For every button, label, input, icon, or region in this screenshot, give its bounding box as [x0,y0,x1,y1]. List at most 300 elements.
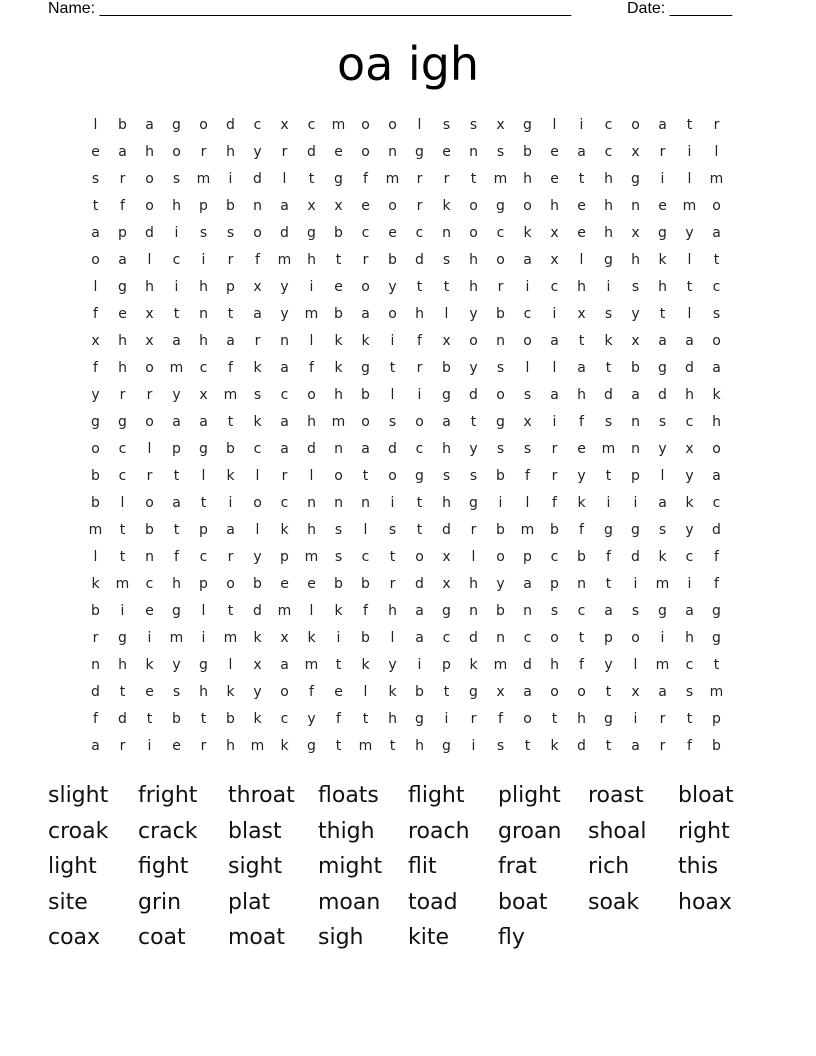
grid-letter: f [93,360,98,376]
grid-letter: d [712,522,721,538]
grid-letter: e [577,225,586,241]
grid-letter: o [550,630,559,646]
word-bank-item: fight [138,854,189,879]
grid-letter: r [200,738,207,754]
grid-letter: r [416,171,423,187]
grid-letter: f [309,360,314,376]
grid-letter: a [550,387,559,403]
grid-letter: t [362,711,369,727]
grid-letter: k [469,657,478,673]
grid-letter: o [415,414,424,430]
grid-letter: g [631,171,640,187]
grid-letter: o [361,279,370,295]
grid-letter: c [415,225,424,241]
grid-letter: m [331,117,346,133]
grid-letter: n [361,495,370,511]
grid-letter: t [146,711,153,727]
grid-letter: c [523,306,532,322]
grid-letter: x [442,549,451,565]
word-bank-item: fly [498,925,525,950]
grid-letter: t [200,711,207,727]
grid-letter: n [469,603,478,619]
grid-letter: k [145,657,154,673]
grid-letter: s [334,522,343,538]
grid-letter: g [496,198,505,214]
grid-letter: x [253,279,262,295]
grid-letter: c [577,603,586,619]
grid-letter: r [281,468,288,484]
grid-letter: r [443,171,450,187]
grid-letter: o [253,495,262,511]
grid-letter: l [687,171,692,187]
grid-letter: t [416,279,423,295]
grid-letter: e [550,171,559,187]
grid-letter: a [118,144,127,160]
grid-letter: b [523,144,532,160]
grid-letter: g [334,171,343,187]
grid-letter: l [309,333,314,349]
grid-letter: o [91,441,100,457]
grid-letter: b [361,576,370,592]
word-bank-item: kite [408,925,450,950]
grid-letter: k [604,333,613,349]
grid-letter: d [253,171,262,187]
grid-letter: a [280,414,289,430]
grid-letter: b [496,522,505,538]
grid-letter: m [709,171,724,187]
grid-letter: a [361,306,370,322]
grid-letter: c [280,711,289,727]
grid-letter: d [307,441,316,457]
grid-letter: d [253,603,262,619]
word-bank-item: might [318,854,383,879]
word-bank-item: slight [48,783,109,808]
grid-letter: b [334,576,343,592]
grid-letter: k [334,603,343,619]
grid-letter: m [88,522,103,538]
grid-letter: i [687,144,692,160]
grid-letter: i [633,576,638,592]
grid-letter: x [550,252,559,268]
grid-letter: f [363,603,368,619]
grid-letter: i [552,306,557,322]
word-bank-item: coax [48,925,101,950]
grid-letter: f [579,414,584,430]
grid-letter: c [253,441,262,457]
grid-letter: l [633,657,638,673]
grid-letter: o [361,144,370,160]
grid-letter: g [172,117,181,133]
grid-letter: b [226,198,235,214]
grid-row [82,195,730,222]
word-bank-item: floats [318,783,379,808]
grid-letter: m [304,657,319,673]
grid-letter: g [415,711,424,727]
word-bank-item: plight [498,783,561,808]
grid-letter: d [631,549,640,565]
grid-letter: c [523,630,532,646]
grid-letter: b [226,441,235,457]
grid-letter: f [417,333,422,349]
grid-letter: g [496,414,505,430]
grid-letter: h [442,495,451,511]
grid-letter: k [226,684,235,700]
grid-letter: e [388,225,397,241]
grid-letter: k [253,711,262,727]
grid-row [82,600,730,627]
grid-row [82,627,730,654]
grid-letter: i [174,279,179,295]
grid-letter: d [469,630,478,646]
grid-letter: o [496,252,505,268]
grid-letter: n [523,603,532,619]
grid-letter: e [91,144,100,160]
grid-letter: a [712,468,721,484]
grid-letter: g [118,414,127,430]
grid-letter: g [442,603,451,619]
grid-letter: a [199,414,208,430]
grid-letter: n [145,549,154,565]
grid-letter: e [307,576,316,592]
grid-letter: x [280,630,289,646]
grid-letter: s [226,225,235,241]
grid-letter: a [280,441,289,457]
grid-letter: x [334,198,343,214]
grid-row [82,519,730,546]
grid-letter: k [577,495,586,511]
grid-letter: m [493,171,508,187]
grid-letter: y [631,306,640,322]
grid-letter: a [280,198,289,214]
grid-letter: x [442,576,451,592]
grid-letter: l [282,171,287,187]
grid-letter: x [253,657,262,673]
grid-letter: o [469,333,478,349]
grid-letter: r [416,198,423,214]
grid-letter: a [631,387,640,403]
grid-letter: h [334,387,343,403]
grid-letter: p [712,711,721,727]
word-bank-item: bloat [678,783,734,808]
grid-letter: e [361,198,370,214]
grid-letter: s [496,144,505,160]
grid-letter: h [469,279,478,295]
grid-letter: n [631,414,640,430]
grid-letter: a [145,117,154,133]
grid-letter: o [145,198,154,214]
grid-letter: y [496,576,505,592]
grid-letter: h [442,441,451,457]
grid-letter: s [172,171,181,187]
grid-letter: m [169,360,184,376]
word-bank-item: thigh [318,818,375,844]
word-bank-item: boat [498,889,548,915]
grid-letter: p [523,549,532,565]
grid-letter: o [388,117,397,133]
grid-letter: l [714,144,719,160]
grid-letter: a [577,144,586,160]
grid-letter: k [658,252,667,268]
grid-letter: o [550,684,559,700]
grid-letter: l [255,468,260,484]
grid-letter: e [280,576,289,592]
word-bank-item: moat [228,925,285,950]
grid-letter: i [120,603,125,619]
grid-letter: k [334,333,343,349]
word-bank-item: crack [138,818,198,844]
grid-letter: e [550,144,559,160]
word-bank-item: groan [498,818,562,844]
grid-letter: h [469,576,478,592]
grid-letter: t [443,279,450,295]
grid-letter: r [254,333,261,349]
grid-letter: m [655,657,670,673]
grid-letter: k [91,576,100,592]
grid-letter: h [550,657,559,673]
grid-letter: t [578,333,585,349]
grid-letter: i [309,279,314,295]
grid-letter: y [469,441,478,457]
grid-letter: h [712,414,721,430]
grid-letter: d [685,360,694,376]
grid-letter: h [199,279,208,295]
grid-letter: s [442,252,451,268]
grid-letter: x [280,117,289,133]
grid-row [82,357,730,384]
grid-letter: t [578,630,585,646]
grid-letter: s [496,738,505,754]
grid-letter: y [658,441,667,457]
grid-letter: i [633,711,638,727]
grid-letter: o [253,225,262,241]
grid-letter: t [470,414,477,430]
grid-letter: k [361,333,370,349]
grid-letter: f [552,495,557,511]
grid-row [82,573,730,600]
grid-letter: t [389,738,396,754]
grid-letter: x [91,333,100,349]
grid-letter: m [169,630,184,646]
grid-letter: o [523,711,532,727]
grid-letter: l [525,495,530,511]
grid-letter: i [201,630,206,646]
name-field-label: Name: _____________________________________________________ [48,0,572,17]
grid-row [82,141,730,168]
grid-letter: a [658,495,667,511]
grid-letter: x [577,306,586,322]
grid-letter: h [226,738,235,754]
grid-letter: n [307,495,316,511]
grid-letter: g [307,225,316,241]
grid-letter: a [604,603,613,619]
grid-letter: x [145,333,154,349]
grid-letter: r [416,360,423,376]
grid-letter: s [469,117,478,133]
grid-letter: d [577,738,586,754]
grid-letter: r [227,252,234,268]
grid-letter: k [253,630,262,646]
grid-letter: l [309,603,314,619]
grid-letter: d [604,387,613,403]
grid-letter: r [119,171,126,187]
grid-letter: c [199,360,208,376]
grid-letter: h [199,684,208,700]
grid-letter: l [201,603,206,619]
grid-letter: f [93,711,98,727]
grid-letter: a [685,333,694,349]
grid-letter: i [147,738,152,754]
grid-letter: a [712,360,721,376]
grid-letter: m [655,576,670,592]
word-bank-item: roast [588,783,644,808]
grid-letter: a [685,603,694,619]
grid-letter: k [253,360,262,376]
grid-letter: d [415,576,424,592]
grid-letter: n [496,333,505,349]
grid-letter: k [280,738,289,754]
grid-letter: a [91,738,100,754]
grid-row [82,276,730,303]
grid-letter: s [334,549,343,565]
grid-letter: x [550,225,559,241]
grid-letter: m [682,198,697,214]
grid-letter: g [658,603,667,619]
grid-letter: d [469,387,478,403]
grid-letter: i [174,225,179,241]
grid-letter: b [496,603,505,619]
grid-letter: n [199,306,208,322]
grid-letter: t [605,576,612,592]
grid-letter: f [579,522,584,538]
grid-letter: h [604,198,613,214]
grid-row [82,465,730,492]
grid-letter: h [631,252,640,268]
grid-letter: d [118,711,127,727]
grid-letter: k [334,360,343,376]
grid-letter: o [388,468,397,484]
grid-letter: b [361,387,370,403]
grid-letter: i [417,657,422,673]
grid-letter: m [331,414,346,430]
grid-letter: i [525,279,530,295]
grid-letter: y [307,711,316,727]
grid-letter: h [118,333,127,349]
grid-letter: s [388,414,397,430]
grid-letter: a [523,684,532,700]
grid-letter: h [145,144,154,160]
grid-letter: r [713,117,720,133]
grid-letter: y [469,360,478,376]
grid-letter: g [469,684,478,700]
grid-letter: a [415,603,424,619]
grid-letter: o [361,117,370,133]
grid-letter: g [604,252,613,268]
grid-letter: s [712,306,721,322]
grid-row [82,168,730,195]
grid-letter: e [118,306,127,322]
grid-letter: f [255,252,260,268]
grid-letter: o [415,549,424,565]
grid-letter: r [119,738,126,754]
grid-letter: s [496,441,505,457]
grid-letter: x [442,333,451,349]
grid-letter: a [577,360,586,376]
grid-letter: l [147,252,152,268]
grid-letter: e [577,441,586,457]
grid-letter: k [712,387,721,403]
grid-letter: y [280,279,289,295]
grid-letter: n [91,657,100,673]
grid-letter: d [442,522,451,538]
grid-letter: r [227,549,234,565]
grid-letter: o [334,468,343,484]
grid-letter: y [253,684,262,700]
grid-letter: l [147,441,152,457]
grid-letter: o [280,684,289,700]
grid-letter: a [172,495,181,511]
grid-letter: s [442,117,451,133]
grid-letter: g [118,279,127,295]
grid-letter: h [172,198,181,214]
grid-letter: e [172,738,181,754]
grid-letter: x [631,144,640,160]
grid-letter: s [550,603,559,619]
grid-letter: b [712,738,721,754]
grid-letter: f [228,360,233,376]
grid-letter: b [91,468,100,484]
grid-letter: s [631,279,640,295]
grid-letter: c [496,225,505,241]
grid-letter: t [173,522,180,538]
grid-letter: e [334,279,343,295]
grid-letter: c [361,549,370,565]
grid-letter: k [280,522,289,538]
grid-letter: g [415,144,424,160]
grid-letter: y [685,225,694,241]
grid-letter: t [524,738,531,754]
grid-letter: h [604,225,613,241]
grid-letter: c [280,387,289,403]
grid-letter: r [281,144,288,160]
word-bank-item: this [678,854,719,879]
grid-letter: o [631,630,640,646]
grid-letter: k [658,549,667,565]
grid-letter: m [358,738,373,754]
word-bank-item: toad [408,889,458,915]
grid-letter: l [120,495,125,511]
grid-letter: r [470,711,477,727]
grid-letter: h [469,252,478,268]
grid-letter: s [442,468,451,484]
grid-letter: s [172,684,181,700]
grid-letter: g [199,657,208,673]
word-bank-item: soak [588,889,640,915]
grid-letter: n [280,333,289,349]
grid-letter: g [199,441,208,457]
word-bank-item: flit [408,854,437,879]
grid-letter: t [470,171,477,187]
grid-letter: b [145,522,154,538]
grid-letter: y [91,387,100,403]
grid-letter: a [118,252,127,268]
grid-letter: k [388,684,397,700]
grid-letter: l [363,522,368,538]
grid-letter: r [146,468,153,484]
grid-letter: f [309,684,314,700]
grid-letter: h [685,387,694,403]
grid-letter: t [605,738,612,754]
grid-letter: l [309,468,314,484]
